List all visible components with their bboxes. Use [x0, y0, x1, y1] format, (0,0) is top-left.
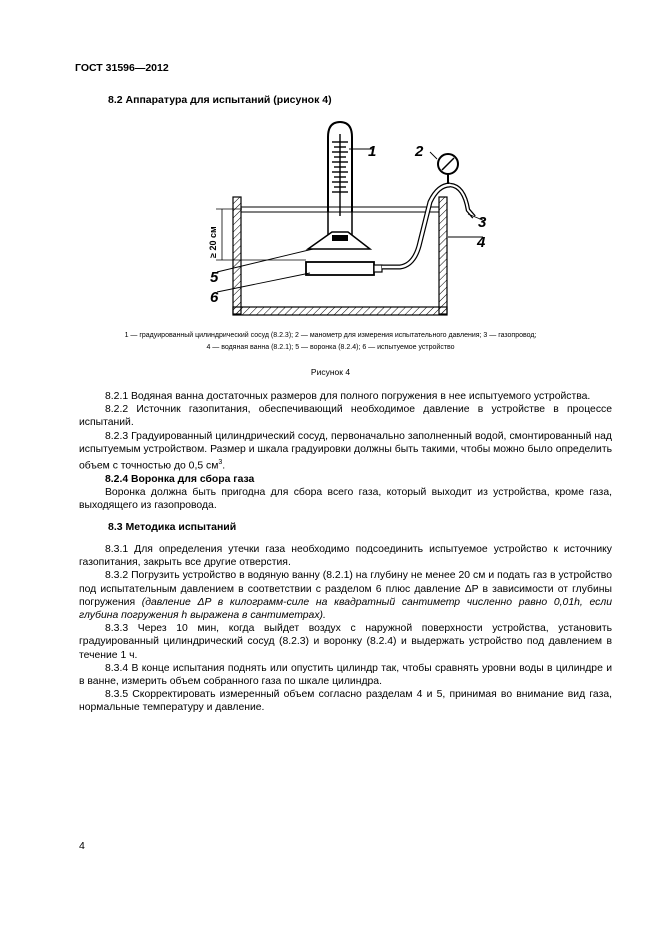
test-device	[306, 262, 382, 275]
depth-dimension-label: ≥ 20 см	[208, 226, 218, 258]
document-header: ГОСТ 31596—2012	[75, 62, 169, 74]
figure-title: Рисунок 4	[310, 367, 351, 377]
callout-1: 1	[368, 143, 377, 160]
paragraph-8-3-3: 8.3.3 Через 10 мин, когда выйдет воздух с наружной поверхности устройства, установить градуированный цилиндрический сосуд (8.2.3) и воронку (8.2.4) и выдержать устройство под давлением в течение 1 ч.	[79, 623, 612, 661]
paragraph-8-2-3	[79, 430, 612, 473]
paragraph-8-2-3-text: 8.2.3 Градуированный цилиндрический сосуд, первоначально заполненный водой, смонтированный над испытуемым устройством. Размер и шкала градуировки должны быть такими, чтобы можно было определить объем с точностью до 0,5 см	[79, 430, 612, 472]
page-number: 4	[79, 840, 85, 852]
figure-legend-line-2: 4 — водяная ванна (8.2.1); 5 — воронка (8.2.4); 6 — испытуемое устройство	[206, 344, 455, 351]
paragraph-8-3-4: 8.3.4 В конце испытания поднять или опустить цилиндр так, чтобы сравнять уровни воды в цилиндре и в ванне, измерить объем собранного газа по шкале цилиндра.	[79, 662, 612, 688]
section-8-3-body	[79, 543, 612, 715]
paragraph-8-2-1: 8.2.1 Водяная ванна достаточных размеров для полного погружения в нее испытуемого устройства.	[105, 391, 591, 402]
paragraph-8-3-1: 8.3.1 Для определения утечки газа необходимо подсоединить испытуемое устройство к источнику газопитания, закрыть все другие отверстия.	[79, 544, 612, 569]
graduated-cylinder	[328, 122, 352, 240]
figure-legend-line-1: 1 — градуированный цилиндрический сосуд (8.2.3); 2 — манометр для измерения испытательного давления; 3 — газопровод;	[124, 332, 537, 339]
paragraph-8-2-3-end: .	[222, 460, 226, 472]
callout-4: 4	[477, 234, 486, 251]
funnel	[308, 232, 370, 249]
gas-pipe	[382, 174, 474, 267]
callout-5: 5	[210, 269, 219, 286]
callout-3: 3	[478, 214, 487, 231]
paragraph-8-2-4: Воронка должна быть пригодна для сбора всего газа, который выходит из устройства, кроме газа, выходящего из газопровода.	[79, 486, 612, 512]
section-8-2-body	[79, 390, 612, 512]
paragraph-8-3-2	[79, 569, 612, 622]
callout-6: 6	[210, 289, 219, 306]
section-title-8-3: 8.3 Методика испытаний	[108, 521, 237, 533]
pressure-gauge	[438, 154, 458, 174]
heading-8-2-4: 8.2.4 Воронка для сбора газа	[105, 473, 255, 485]
paragraph-8-2-2: 8.2.2 Источник газопитания, обеспечивающий необходимое давление в устройстве в процессе испытаний.	[79, 404, 612, 429]
superscript-3: 3	[218, 459, 223, 467]
depth-dimension	[216, 209, 306, 260]
section-title-8-2: 8.2 Аппаратура для испытаний (рисунок 4)	[108, 94, 332, 106]
paragraph-8-3-2-text: 8.3.2 Погрузить устройство в водяную ванну (8.2.1) на глубину не менее 20 см и подать газ в устройство под испытательным давлением в соответствии с разделом 6 плюс давление ΔP в зависимости от глубины погружения	[79, 570, 612, 608]
callout-2: 2	[415, 143, 424, 160]
paragraph-8-3-2-italic: (давление ΔP в килограмм-силе на квадратный сантиметр численно равно 0,01h, если глубина погружения h выражена в сантиметрах).	[79, 596, 612, 622]
paragraph-8-3-5: 8.3.5 Скорректировать измеренный объем согласно разделам 4 и 5, принимая во внимание вид газа, нормальные температуру и давление.	[79, 689, 612, 714]
figure-4-diagram	[70, 112, 590, 322]
figure-legend	[50, 330, 611, 354]
